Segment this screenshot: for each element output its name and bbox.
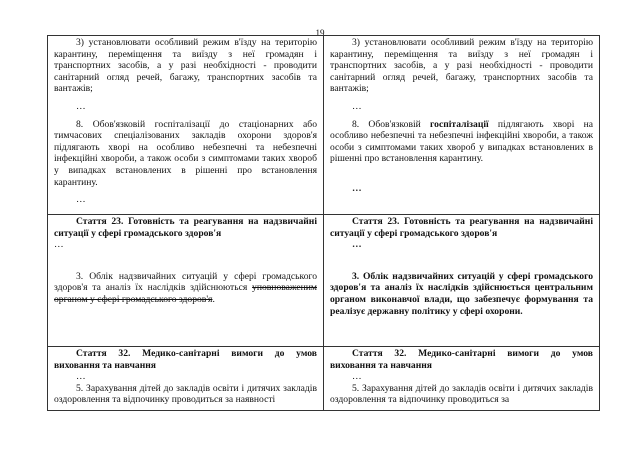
highlighted-word: госпіталізації [430, 118, 489, 130]
left-cell [48, 36, 324, 215]
ellipsis: … [76, 100, 86, 112]
ellipsis: … [352, 239, 362, 251]
table-row [48, 215, 600, 347]
left-cell [48, 347, 324, 411]
paragraph-3: 3) установлювати особливий режим в'їзду на територію карантину, переміщення та виїзду з неї громадян і транспортних засобів, а у разі необхідності - проводити санітарний огляд речей, багажу, транспортних засобів та вантажів; [330, 37, 593, 95]
paragraph-8: 8. Обов'язковій госпіталізації підлягають хворі на особливо небезпечні та небезпечні інфекційні хвороби, а також особи з симптомами таких хвороб у випадках встановлених в рішенні про встановлення карантину. [330, 118, 593, 165]
ellipsis: … [352, 100, 362, 112]
left-cell [48, 215, 324, 347]
paragraph-5: 5. Зарахування дітей до закладів освіти і дитячих закладів оздоровлення та відпочинку проводиться за [330, 382, 593, 406]
paragraph-3: 3. Облік надзвичайних ситуацій у сфері громадського здоров'я та аналіз їх наслідків здійснюється центральним органом виконавчої влади, що забезпечує формування та реалізує державну політику у сфері охорони. [330, 270, 593, 317]
table-row [48, 36, 600, 215]
article-32-title: Стаття 32. Медико-санітарні вимоги до умов виховання та навчання [330, 348, 593, 371]
ellipsis: … [76, 371, 86, 383]
article-32-title: Стаття 32. Медико-санітарні вимоги до умов виховання та навчання [54, 348, 317, 371]
struck-text: уповноваженим органом у сфері громадського здоров'я [54, 282, 317, 305]
page-number: 19 [315, 28, 325, 38]
paragraph-3: 3. Облік надзвичайних ситуацій у сфері громадського здоров'я та аналіз їх наслідків здійснюються уповноваженим органом у сфері громадського здоров'я. [54, 270, 317, 305]
right-cell [324, 347, 600, 411]
right-cell [324, 36, 600, 215]
ellipsis: … [54, 239, 64, 251]
article-23-title: Стаття 23. Готовність та реагування на надзвичайні ситуації у сфері громадського здоров'я [54, 216, 317, 239]
table-row [48, 347, 600, 411]
article-23-title: Стаття 23. Готовність та реагування на надзвичайні ситуації у сфері громадського здоров'я [330, 216, 593, 239]
ellipsis: … [352, 182, 362, 194]
paragraph-8: 8. Обов'язковій госпіталізації до стаціонарних або тимчасових спеціалізованих закладів охорони здоров'я підлягають хворі на особливо небезпечні та небезпечні інфекційні хвороби, а також особи з симптомами таких хвороб у випадках встановлених в рішенні про встановлення карантину. [54, 118, 317, 188]
paragraph-5: 5. Зарахування дітей до закладів освіти і дитячих закладів оздоровлення та відпочинку проводиться за наявності [54, 382, 317, 406]
ellipsis: … [352, 371, 362, 383]
paragraph-3: 3) установлювати особливий режим в'їзду на територію карантину, переміщення та виїзду з неї громадян і транспортних засобів, а у разі необхідності - проводити санітарний огляд речей, багажу, транспортних засобів та вантажів; [54, 37, 317, 95]
ellipsis: … [76, 194, 86, 206]
comparison-table [47, 35, 600, 411]
right-cell [324, 215, 600, 347]
